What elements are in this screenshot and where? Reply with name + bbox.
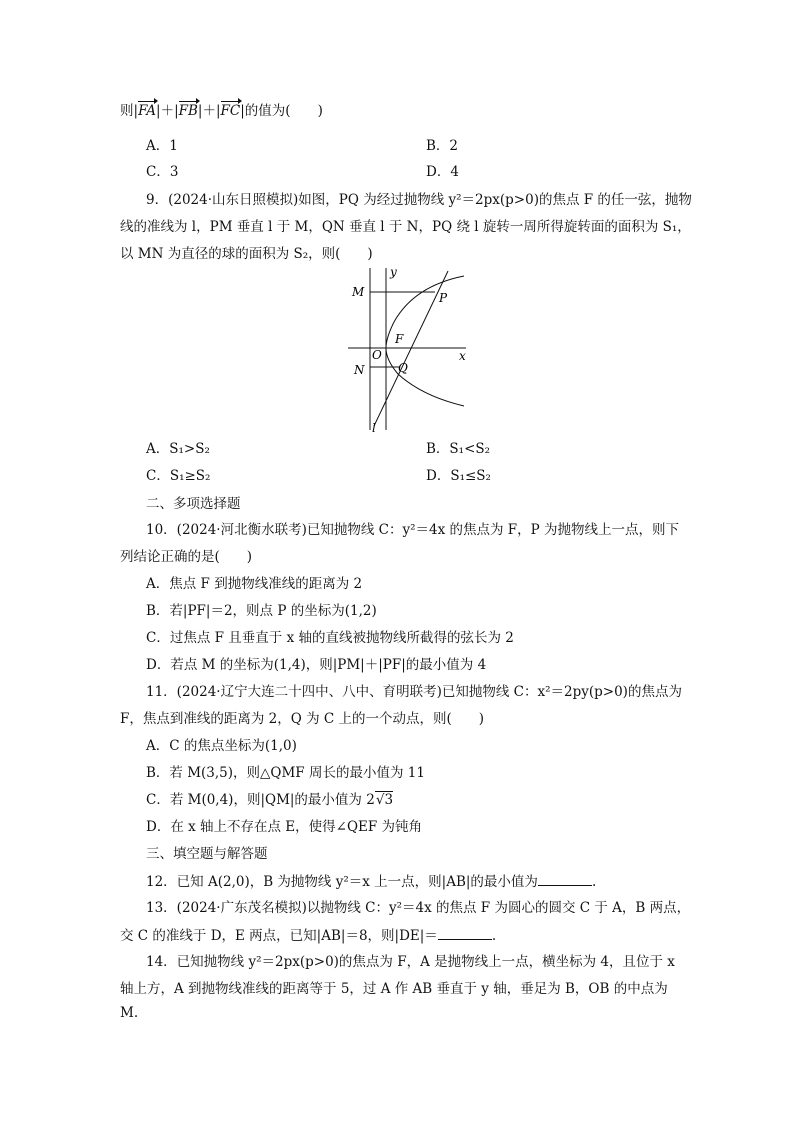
label-m: M (352, 285, 365, 299)
q9-line-1: 9．(2024·山东日照模拟)如图，PQ 为经过抛物线 y²＝2px(p>0)的焦点 F 的任一弦，抛物 (146, 192, 692, 208)
q12-answer-blank[interactable] (538, 873, 592, 886)
section-2-title: 二、多项选择题 (146, 496, 241, 512)
label-f: F (395, 332, 404, 346)
q13-line-1: 13．(2024·广东茂名模拟)以抛物线 C：y²＝4x 的焦点 F 为圆心的圆交 C 于 A，B 两点， (146, 900, 691, 916)
q14-line-1: 14．已知抛物线 y²＝2px(p>0)的焦点为 F，A 是抛物线上一点，横坐标为 4，且位于 x (146, 954, 675, 970)
q13-answer-blank[interactable] (438, 927, 492, 940)
label-n: N (354, 363, 365, 377)
label-o: O (372, 348, 382, 362)
label-y: y (390, 266, 397, 279)
parabola-figure (344, 266, 474, 436)
q10-option-b[interactable]: B．若|PF|＝2，则点 P 的坐标为(1,2) (146, 603, 377, 619)
q11-option-c[interactable]: C．若 M(0,4)，则|QM|的最小值为 2√3 (146, 792, 394, 808)
q8-option-b[interactable]: B．2 (426, 138, 459, 154)
section-3-title: 三、填空题与解答题 (146, 846, 268, 862)
q9-option-b[interactable]: B．S₁<S₂ (426, 441, 491, 457)
q11-line-1: 11．(2024·辽宁大连二十四中、八中、育明联考)已知抛物线 C：x²＝2py(p>0)的焦点为 (146, 684, 682, 700)
sqrt-symbol: √3 (375, 792, 394, 808)
q9-option-a[interactable]: A．S₁>S₂ (146, 441, 210, 457)
label-q: Q (398, 361, 408, 375)
q8-stem: 则|FA|＋|FB|＋|FC|的值为( ) (120, 103, 323, 119)
q10-line-1: 10．(2024·河北衡水联考)已知抛物线 C：y²＝4x 的焦点为 F，P 为抛物线上一点，则下 (146, 522, 680, 538)
q10-line-2: 列结论正确的是( ) (120, 549, 253, 565)
label-p: P (439, 291, 448, 305)
q10-option-c[interactable]: C．过焦点 F 且垂直于 x 轴的直线被抛物线所截得的弦长为 2 (146, 630, 514, 646)
q12-line: 12．已知 A(2,0)，B 为抛物线 y²＝x 上一点，则|AB|的最小值为 . (146, 874, 597, 890)
q11-option-a[interactable]: A．C 的焦点坐标为(1,0) (146, 738, 297, 754)
label-x: x (459, 349, 466, 363)
q11-line-2: F，焦点到准线的距离为 2，Q 为 C 上的一个动点，则( ) (120, 711, 485, 727)
q8-option-d[interactable]: D．4 (426, 164, 459, 180)
q14-line-2: 轴上方，A 到抛物线准线的距离等于 5，过 A 作 AB 垂直于 y 轴，垂足为 B，OB 的中点为 (120, 981, 668, 997)
q10-option-d[interactable]: D．若点 M 的坐标为(1,4)，则|PM|＋|PF|的最小值为 4 (146, 657, 487, 673)
q9-option-d[interactable]: D．S₁≤S₂ (426, 468, 491, 484)
q10-option-a[interactable]: A．焦点 F 到抛物线准线的距离为 2 (146, 576, 363, 592)
q13-line-2: 交 C 的准线于 D，E 两点，已知|AB|＝8，则|DE|＝ . (120, 928, 497, 944)
q8-option-c[interactable]: C．3 (146, 164, 179, 180)
q9-option-c[interactable]: C．S₁≥S₂ (146, 468, 211, 484)
q9-line-3: 以 MN 为直径的球的面积为 S₂，则( ) (120, 246, 373, 262)
q9-line-2: 线的准线为 l，PM 垂直 l 于 M，QN 垂直 l 于 N，PQ 绕 l 旋转一周所得旋转面的面积为 S₁， (120, 219, 691, 235)
label-l: l (372, 421, 376, 435)
q11-option-b[interactable]: B．若 M(3,5)，则△QMF 周长的最小值为 11 (146, 765, 425, 781)
q8-option-a[interactable]: A．1 (146, 138, 178, 154)
q11-option-d[interactable]: D．在 x 轴上不存在点 E，使得∠QEF 为钝角 (146, 819, 423, 835)
q14-line-3: M. (120, 1005, 139, 1021)
